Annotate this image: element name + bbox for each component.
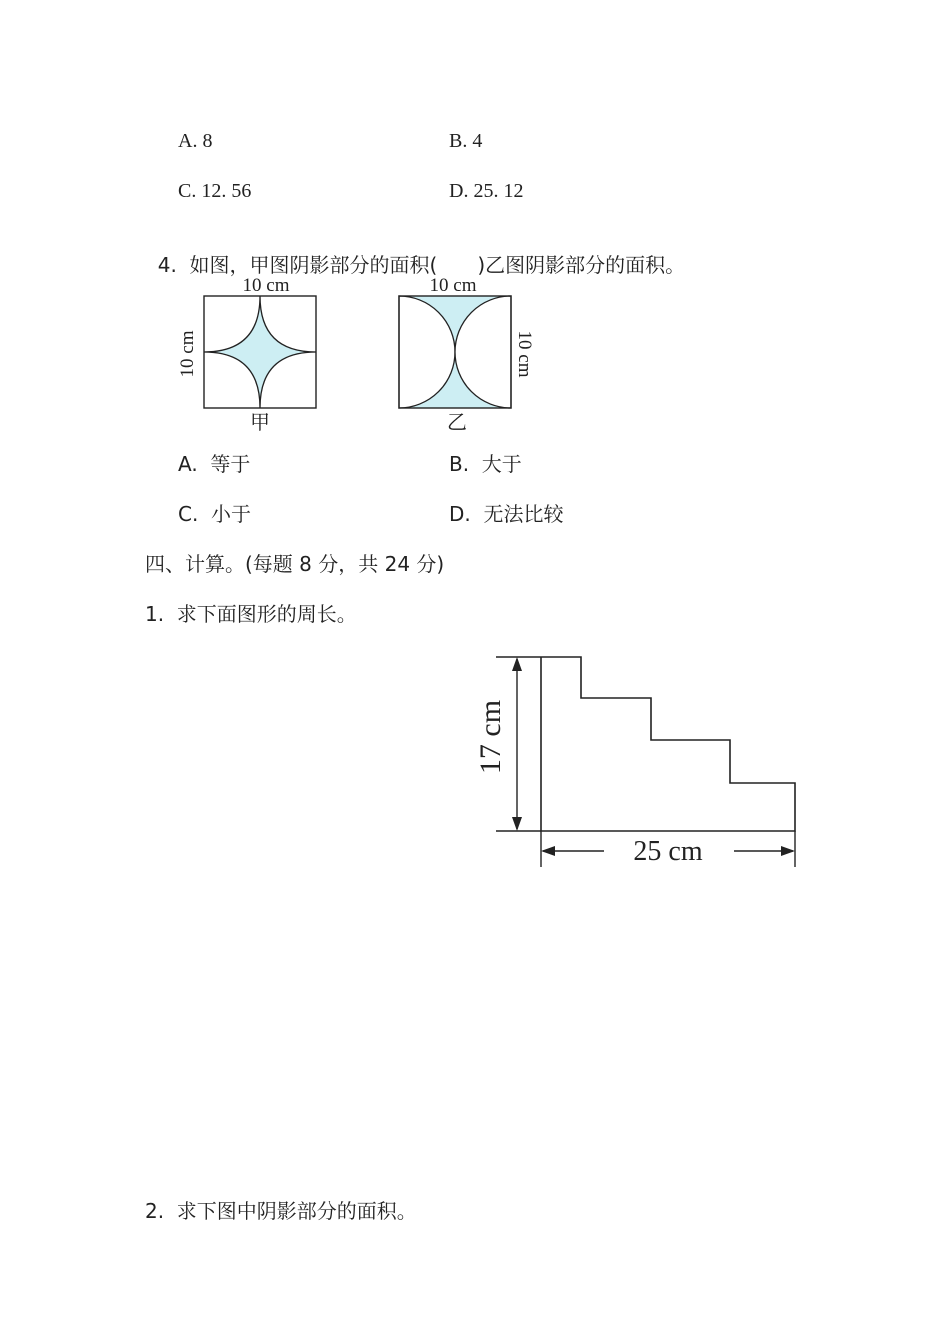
q3-option-b: B. 4 xyxy=(449,130,483,152)
q4-question-suffix: )乙图阴影部分的面积。 xyxy=(477,253,686,277)
q4-option-d: D. 无法比较 xyxy=(449,502,564,526)
width-arrow-left xyxy=(541,846,555,856)
figure-jia-shaded-region xyxy=(204,296,316,408)
height-label: 17 cm xyxy=(474,699,507,775)
figure-yi-top-label: 10 cm xyxy=(429,275,477,296)
height-arrow-up xyxy=(512,657,522,671)
figure-yi xyxy=(390,270,550,434)
q4-option-b: B. 大于 xyxy=(449,452,522,476)
figure-jia-caption: 甲 xyxy=(250,410,270,434)
q4-question-prefix: 4. 如图，甲图阴影部分的面积( xyxy=(157,253,438,277)
problem-2-text: 2. 求下图中阴影部分的面积。 xyxy=(145,1199,417,1223)
figure-yi-side-label: 10 cm xyxy=(514,330,535,378)
q3-option-a: A. 8 xyxy=(178,130,213,152)
figure-jia-side-label: 10 cm xyxy=(177,330,198,378)
q3-option-d: D. 25. 12 xyxy=(449,180,524,202)
width-arrow-right xyxy=(781,846,795,856)
figure-jia-top-label: 10 cm xyxy=(242,275,290,296)
q4-option-a: A. 等于 xyxy=(178,452,251,476)
height-arrow-down xyxy=(512,817,522,831)
q3-option-c: C. 12. 56 xyxy=(178,180,252,202)
q4-option-c: C. 小于 xyxy=(178,502,252,526)
section-4-heading: 四、计算。(每题 8 分，共 24 分) xyxy=(145,552,445,576)
problem-1-text: 1. 求下面图形的周长。 xyxy=(145,602,357,626)
figure-jia xyxy=(170,270,320,434)
width-label: 25 cm xyxy=(633,836,703,867)
staircase-figure xyxy=(474,645,820,885)
staircase-outline xyxy=(541,657,795,831)
figure-yi-caption: 乙 xyxy=(447,410,467,434)
